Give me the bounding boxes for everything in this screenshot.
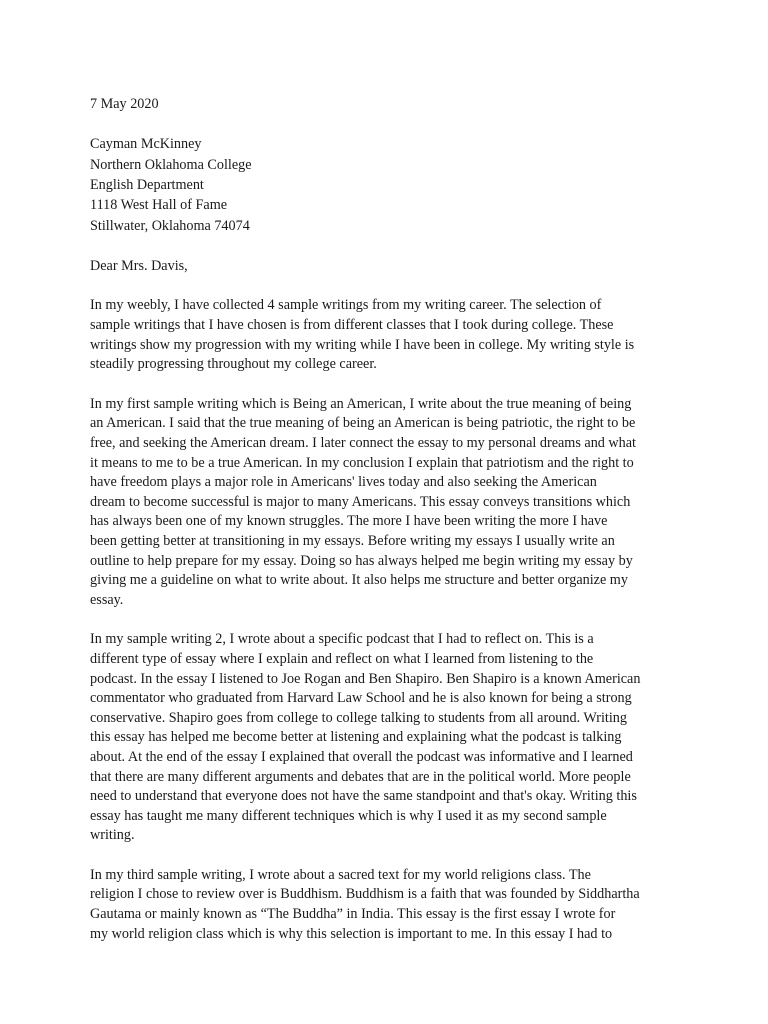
paragraph-line: been getting better at transitioning in my essays. Before writing my essays I usually write an	[90, 532, 615, 549]
paragraph-line: steadily progressing throughout my college career.	[90, 356, 377, 373]
paragraph-line: writing.	[90, 827, 135, 844]
letter-date: 7 May 2020	[90, 96, 159, 112]
paragraph-line: have freedom plays a major role in Americans' lives today and also seeking the American	[90, 474, 597, 491]
paragraph-line: In my sample writing 2, I wrote about a specific podcast that I had to reflect on. This is a	[90, 631, 594, 648]
sender-address	[90, 134, 690, 236]
paragraph-line: podcast. In the essay I listened to Joe Rogan and Ben Shapiro. Ben Shapiro is a known American	[90, 670, 641, 687]
sender-street: 1118 West Hall of Fame	[90, 197, 228, 214]
paragraph-4	[90, 866, 690, 944]
paragraph-line: it means to me to be a true American. In my conclusion I explain that patriotism and the right to	[90, 454, 634, 471]
paragraph-line: my world religion class which is why this selection is important to me. In this essay I had to	[90, 925, 613, 942]
paragraph-line: commentator who graduated from Harvard Law School and he is also known for being a strong	[90, 690, 632, 707]
paragraph-line: giving me a guideline on what to write about. It also helps me structure and better organize my	[90, 572, 628, 589]
sender-city: Stillwater, Oklahoma 74074	[90, 217, 250, 234]
paragraph-line: sample writings that I have chosen is from different classes that I took during college. These	[90, 317, 614, 334]
paragraph-line: In my third sample writing, I wrote about a sacred text for my world religions class. The	[90, 866, 591, 883]
paragraph-line: that there are many different arguments and debates that are in the political world. More people	[90, 768, 631, 785]
paragraph-line: writings show my progression with my writing while I have been in college. My writing style is	[90, 336, 635, 353]
sender-institution: Northern Oklahoma College	[90, 156, 252, 173]
paragraph-3	[90, 630, 690, 846]
sender-department: English Department	[90, 177, 204, 194]
paragraph-line: essay.	[90, 591, 124, 608]
paragraph-2	[90, 395, 690, 611]
paragraph-line: In my weebly, I have collected 4 sample writings from my writing career. The selection of	[90, 297, 602, 314]
paragraph-line: free, and seeking the American dream. I later connect the essay to my personal dreams and what	[90, 435, 637, 451]
paragraph-line: essay has taught me many different techniques which is why I used it as my second sample	[90, 807, 607, 824]
letter-body	[90, 94, 690, 944]
paragraph-line: has always been one of my known struggles. The more I have been writing the more I have	[90, 513, 608, 530]
paragraph-line: different type of essay where I explain and reflect on what I learned from listening to the	[90, 650, 594, 667]
paragraph-line: about. At the end of the essay I explained that overall the podcast was informative and I learned	[90, 748, 633, 765]
paragraph-line: Gautama or mainly known as “The Buddha” in India. This essay is the first essay I wrote for	[90, 906, 616, 923]
sender-name: Cayman McKinney	[90, 136, 202, 153]
salutation: Dear Mrs. Davis,	[90, 258, 188, 275]
paragraph-line: In my first sample writing which is Being an American, I write about the true meaning of being	[90, 395, 632, 412]
paragraph-line: conservative. Shapiro goes from college to college talking to students from all around. Writing	[90, 709, 627, 726]
paragraph-line: this essay has helped me become better at listening and explaining what the podcast is talking	[90, 729, 622, 746]
paragraph-line: need to understand that everyone does not have the same standpoint and that's okay. Writing this	[90, 788, 637, 805]
paragraph-1	[90, 296, 690, 374]
paragraph-line: an American. I said that the true meaning of being an American is being patriotic, the right to be	[90, 415, 636, 432]
paragraph-line: religion I chose to review over is Buddhism. Buddhism is a faith that was founded by Siddhartha	[90, 886, 640, 903]
paragraph-line: outline to help prepare for my essay. Doing so has always helped me begin writing my essay by	[90, 552, 633, 569]
paragraph-line: dream to become successful is major to many Americans. This essay conveys transitions which	[90, 493, 631, 510]
